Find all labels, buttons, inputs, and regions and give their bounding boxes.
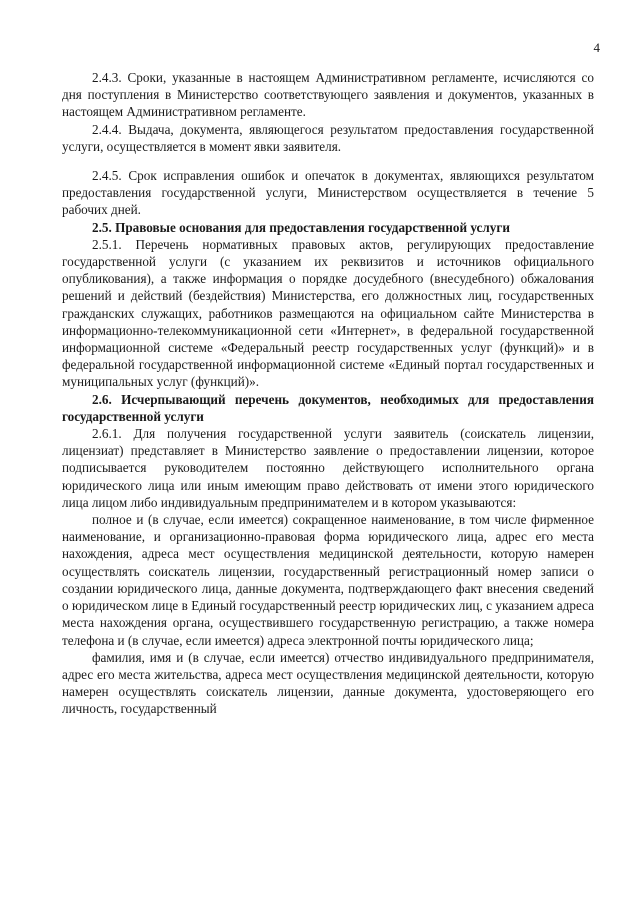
paragraph-entrepreneur-details: фамилия, имя и (в случае, если имеется) отчество индивидуального предпринимателя, адрес его места жительства, адреса мест осуществления медицинской деятельности, которую намерен осуществлять соискатель лицензии, данные документа, удостоверяющего его личность, государственный [62, 649, 594, 717]
paragraph-2-4-5: 2.4.5. Срок исправления ошибок и опечаток в документах, являющихся результатом предоставления государственной услуги, Министерством осуществляется в течение 5 рабочих дней. [62, 168, 594, 218]
paragraph-2-4-3: 2.4.3. Сроки, указанные в настоящем Административном регламенте, исчисляются со дня поступления в Министерство соответствующего заявления и документов, указанных в настоящем Административном регламенте. [62, 70, 594, 120]
paragraph-2-4-4: 2.4.4. Выдача, документа, являющегося результатом предоставления государственной услуги, осуществляется в момент явки заявителя. [62, 121, 594, 154]
paragraph-2-5-1: 2.5.1. Перечень нормативных правовых актов, регулирующих предоставление государственной услуги (с указанием их реквизитов и источников официального опубликования), а также информация о порядке досудебного (внесудебного) обжалования решений и действий (бездействия) Министерства, его должностных лиц, государственных гражданских служащих, работников размещаются на официальном сайте Министерства в информационно-телекоммуникационной сети «Интернет», в федеральной государственной информационной системе «Федеральный реестр государственных услуг (функций)» и в федеральной государственной информационной системе «Единый портал государственных и муниципальных услуг (функций)». [62, 236, 594, 390]
section-heading-2-5: 2.5. Правовые основания для предоставления государственной услуги [92, 219, 510, 235]
document-body [62, 69, 594, 718]
paragraph-legal-entity-details: полное и (в случае, если имеется) сокращенное наименование, в том числе фирменное наименование, и организационно-правовая форма юридического лица, адрес его места нахождения, адреса мест осуществления медицинской деятельности, которую намерен осуществлять соискатель лицензии, государственный регистрационный номер записи о создании юридического лица, данные документа, подтверждающего факт внесения сведений о юридическом лице в Единый государственный реестр юридических лиц, с указанием адреса места нахождения органа, осуществившего государственную регистрацию, а также номера телефона и (в случае, если имеется) адреса электронной почты юридического лица; [62, 512, 594, 648]
page-number: 4 [593, 40, 600, 55]
paragraph-2-6-1: 2.6.1. Для получения государственной услуги заявитель (соискатель лицензии, лицензиат) представляет в Министерство заявление о предоставлении лицензии, которое подписывается руководителем постоянно действующего исполнительного органа юридического лица или иным имеющим право действовать от имени этого юридического лица лицом либо индивидуальным предпринимателем и в котором указываются: [62, 426, 594, 510]
section-heading-2-6: 2.6. Исчерпывающий перечень документов, необходимых для предоставления государственной услуги [62, 391, 594, 424]
